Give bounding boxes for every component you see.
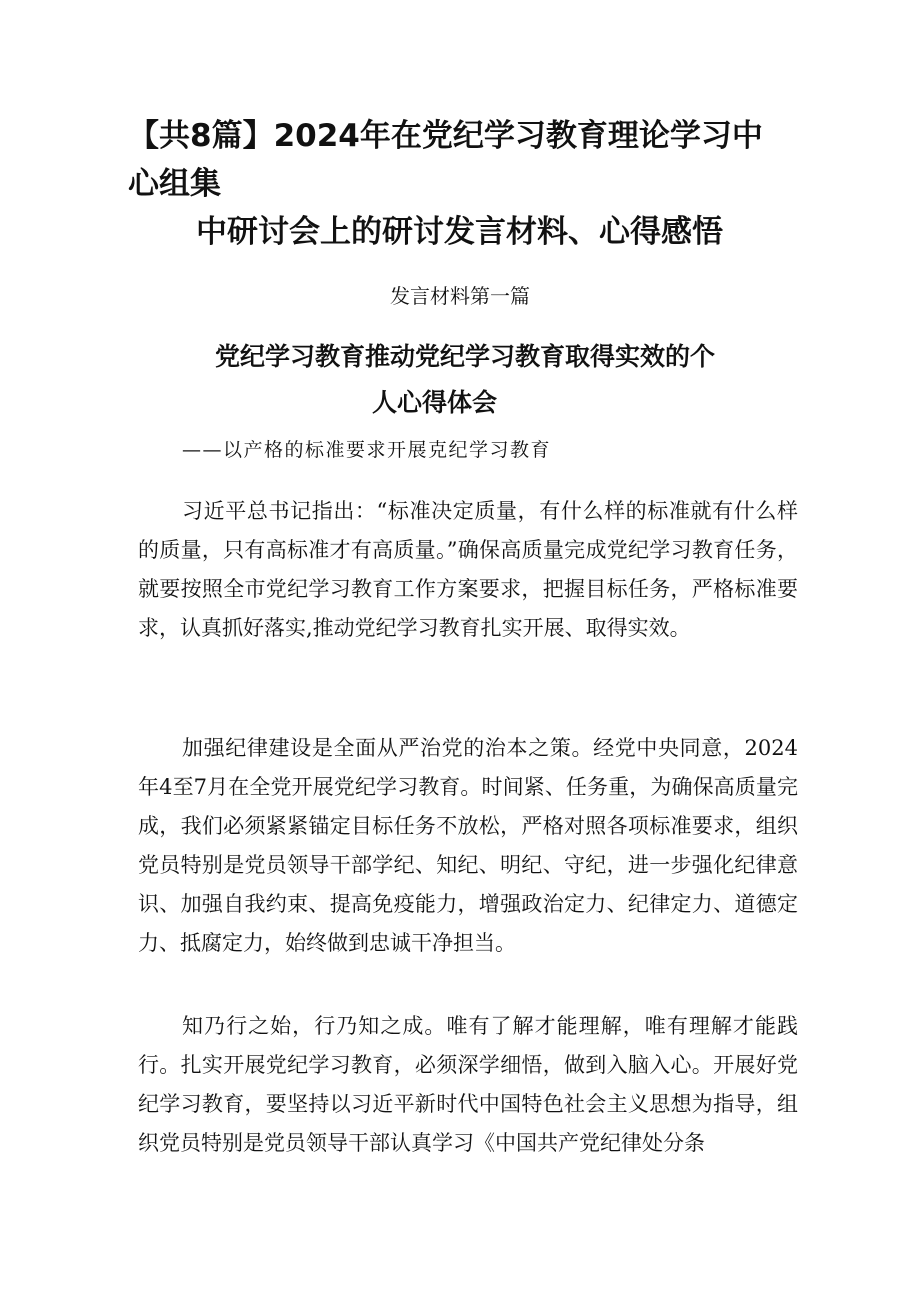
article-title-line-1: 党纪学习教育推动党纪学习教育取得实效的个 — [215, 342, 716, 371]
body-paragraph-2: 加强纪律建设是全面从严治党的治本之策。经党中央同意，2024年4至7月在全党开展党纪学习教育。时间紧、任务重，为确保高质量完成，我们必须紧紧锚定目标任务不放松，严格对照各项标准要求，组织党员特别是党员领导干部学纪、知纪、明纪、守纪，进一步强化纪律意识、加强自我约束、提高免疫能力，增强政治定力、纪律定力、道德定力、抵腐定力，始终做到忠诚干净担当。 — [138, 736, 798, 955]
article-title-line-2: 人心得体会 — [372, 388, 498, 417]
document-title — [128, 112, 788, 256]
body-paragraph-1: 习近平总书记指出：“标准决定质量，有什么样的标准就有什么样的质量，只有高标准才有高质量。”确保高质量完成党纪学习教育任务，就要按照全市党纪学习教育工作方案要求，把握目标任务，严格标准要求，认真抓好落实,推动党纪学习教育扎实开展、取得实效。 — [138, 499, 798, 640]
body-paragraph-3: 知乃行之始，行乃知之成。唯有了解才能理解，唯有理解才能践行。扎实开展党纪学习教育，必须深学细悟，做到入脑入心。开展好党纪学习教育，要坚持以习近平新时代中国特色社会主义思想为指导，组织党员特别是党员领导干部认真学习《中国共产党纪律处分条 — [138, 1014, 798, 1155]
section-label: 发言材料第一篇 — [390, 284, 530, 308]
article-tagline: ——以产格的标准要求开展克纪学习教育 — [182, 439, 552, 461]
article-title — [215, 334, 735, 426]
document-title-line-2: 中研讨会上的研讨发言材料、心得感悟 — [196, 214, 723, 250]
document-title-line-1: 【共8篇】2024年在党纪学习教育理论学习中心组集 — [128, 118, 763, 202]
